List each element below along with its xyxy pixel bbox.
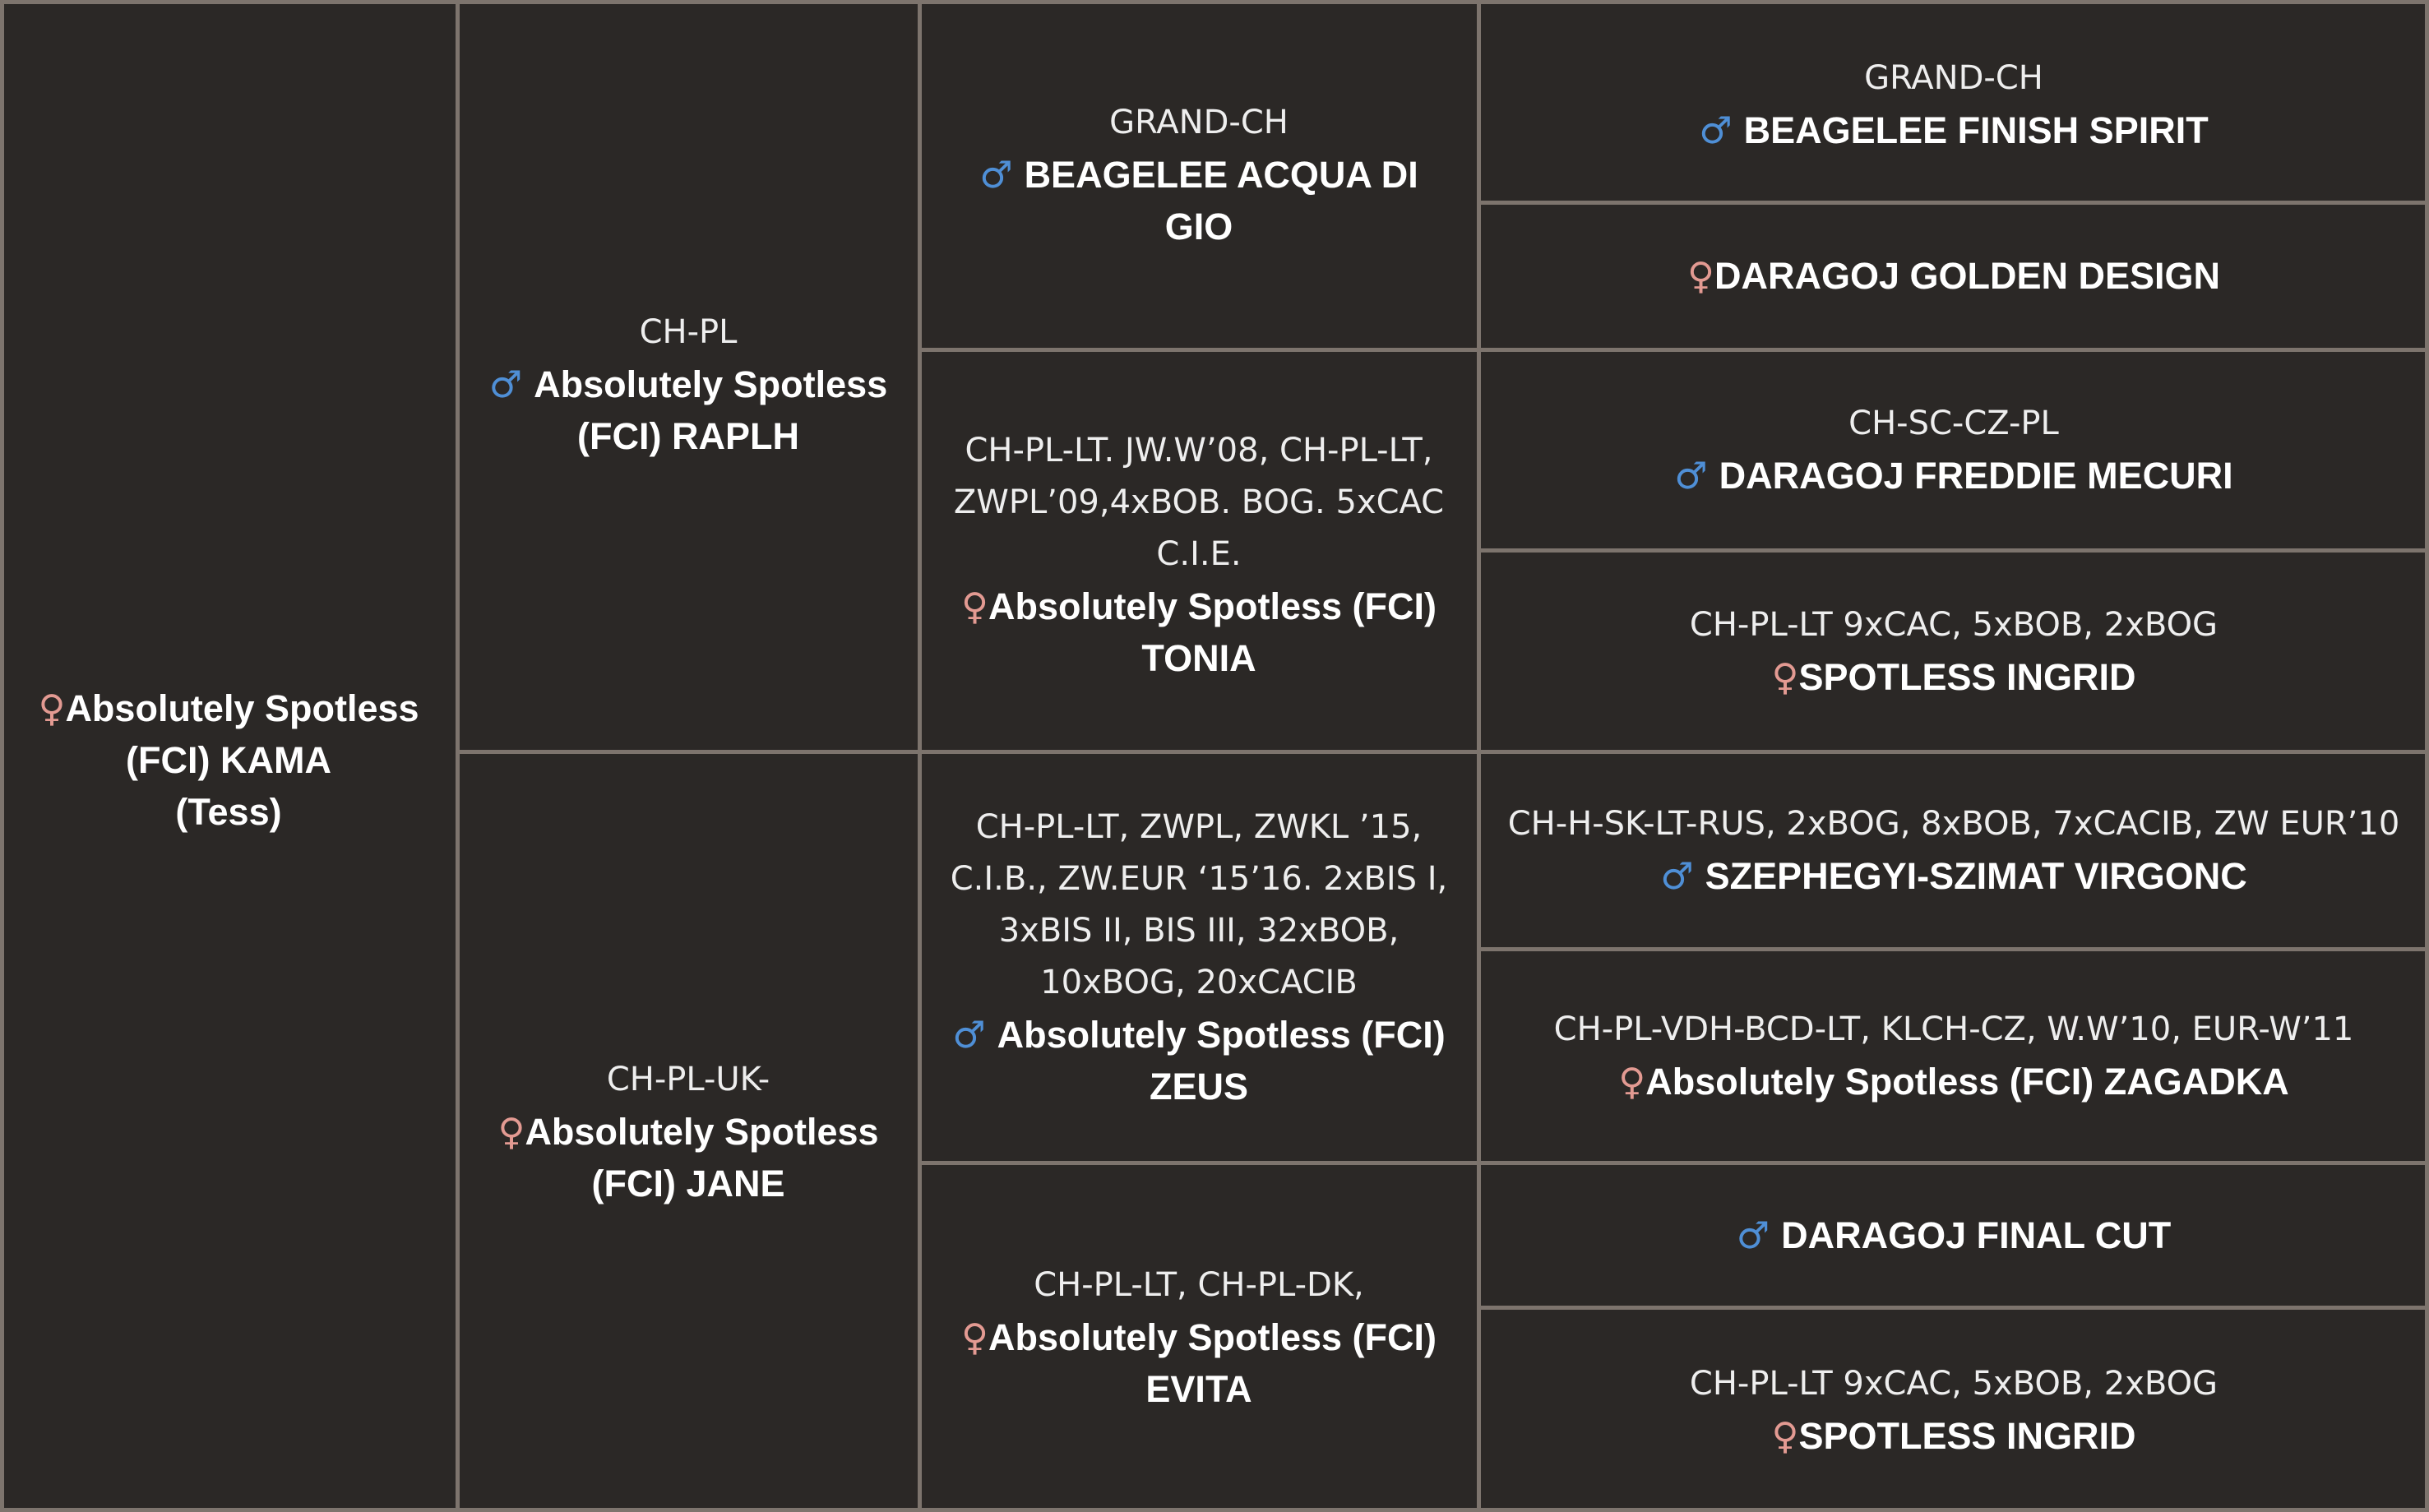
ggp-name-5: SZEPHEGYI-SZIMAT VIRGONC — [1705, 855, 2247, 897]
dam-sire-title: CH-PL-LT, ZWPL, ZWKL ’15, C.I.B., ZW.EUR ‘15’16. 2xBIS I, 3xBIS II, BIS III, 32xBOB, 10xBOG, 20xCACIB — [950, 808, 1448, 1001]
ggp-name-line-1 — [1699, 104, 2208, 156]
sire-dam-name-line — [944, 580, 1454, 684]
ggp-name-line-3 — [1674, 450, 2232, 502]
male-icon: ♂ — [1674, 454, 1708, 497]
sire-name-line — [472, 358, 905, 462]
ggp-name-line-6 — [1618, 1056, 2289, 1107]
dam-sire-name-line — [939, 1009, 1459, 1112]
ggp-name-7: DARAGOJ FINAL CUT — [1781, 1214, 2172, 1256]
ggp-cell-2 — [1478, 202, 2429, 349]
sire-sire-name: BEAGELEE ACQUA DI GIO — [1024, 154, 1418, 247]
row-divider — [1478, 1306, 2429, 1310]
ggp-name-line-2 — [1687, 250, 2220, 302]
sire-name: Absolutely Spotless (FCI) RAPLH — [534, 363, 888, 457]
row-divider — [1478, 201, 2429, 205]
ggp-name-line-8 — [1771, 1410, 2135, 1462]
ggp-name-6: Absolutely Spotless (FCI) ZAGADKA — [1645, 1061, 2289, 1103]
sire-sire-name-line — [952, 149, 1446, 252]
ggp-name-line-5 — [1660, 850, 2247, 902]
ggp-cell-8 — [1478, 1307, 2429, 1512]
subject-cell — [0, 0, 457, 1512]
ggp-name-4: SPOTLESS INGRID — [1798, 655, 2136, 698]
dam-dam-cell — [919, 1163, 1478, 1512]
outer-border-top — [0, 0, 2429, 4]
ggp-cell-6 — [1478, 949, 2429, 1163]
column-divider — [1477, 0, 1481, 1512]
sire-dam-name: Absolutely Spotless (FCI) TONIA — [988, 585, 1437, 679]
sire-sire-title: GRAND-CH — [1109, 104, 1289, 141]
ggp-cell-5 — [1478, 751, 2429, 949]
ggp-cell-1 — [1478, 0, 2429, 202]
dam-dam-name: Absolutely Spotless (FCI) EVITA — [988, 1316, 1437, 1410]
subject-name: Absolutely Spotless (FCI) KAMA — [65, 687, 419, 781]
male-icon: ♂ — [1699, 109, 1733, 152]
subject-name-line — [15, 682, 442, 786]
male-icon: ♂ — [979, 153, 1013, 197]
dam-dam-name-line — [934, 1311, 1464, 1415]
sire-sire-cell — [919, 0, 1478, 349]
dam-cell — [457, 751, 919, 1512]
column-divider — [456, 0, 460, 1512]
female-icon: ♀ — [1771, 1413, 1799, 1458]
female-icon: ♀ — [960, 1315, 988, 1359]
ggp-name-1: BEAGELEE FINISH SPIRIT — [1743, 109, 2209, 151]
ggp-title-6: CH-PL-VDH-BCD-LT, KLCH-CZ, W.W’10, EUR-W’11 — [1553, 1010, 2354, 1048]
female-icon: ♀ — [497, 1110, 525, 1154]
ggp-name-3: DARAGOJ FREDDIE MECURI — [1719, 455, 2233, 497]
ggp-cell-3 — [1478, 349, 2429, 550]
dam-title: CH-PL-UK- — [606, 1061, 770, 1098]
ggp-title-8: CH-PL-LT 9xCAC, 5xBOB, 2xBOG — [1689, 1364, 2218, 1403]
female-icon: ♀ — [1771, 654, 1799, 699]
dam-sire-name: Absolutely Spotless (FCI) ZEUS — [997, 1014, 1446, 1107]
ggp-title-3: CH-SC-CZ-PL — [1848, 405, 2059, 442]
ggp-name-8: SPOTLESS INGRID — [1798, 1414, 2136, 1457]
dam-dam-title: CH-PL-LT, CH-PL-DK, — [1034, 1266, 1364, 1304]
male-icon: ♂ — [1736, 1213, 1770, 1257]
outer-border-left — [0, 0, 4, 1512]
row-divider — [1478, 548, 2429, 553]
outer-border-right — [2425, 0, 2429, 1512]
outer-border-bottom — [0, 1508, 2429, 1512]
subject-call-name: (Tess) — [175, 791, 282, 833]
female-icon: ♀ — [960, 585, 988, 628]
sire-dam-title: CH-PL-LT. JW.W’08, CH-PL-LT, ZWPL’09,4xBOB. BOG. 5xCAC C.I.E. — [953, 432, 1445, 573]
ggp-name-line-4 — [1771, 651, 2135, 703]
column-divider — [918, 0, 922, 1512]
sire-title: CH-PL — [639, 312, 738, 351]
dam-name: Absolutely Spotless (FCI) JANE — [525, 1111, 879, 1205]
female-icon: ♀ — [38, 687, 66, 730]
row-divider — [919, 348, 2429, 352]
row-divider — [457, 750, 2429, 754]
ggp-title-5: CH-H-SK-LT-RUS, 2xBOG, 8xBOB, 7xCACIB, ZW EUR’10 — [1507, 805, 2400, 843]
ggp-name-2: DARAGOJ GOLDEN DESIGN — [1714, 255, 2221, 297]
female-icon: ♀ — [1618, 1060, 1646, 1103]
dam-name-line — [472, 1106, 905, 1209]
male-icon: ♂ — [488, 362, 523, 406]
ggp-title-1: GRAND-CH — [1864, 59, 2043, 97]
sire-dam-cell — [919, 349, 1478, 751]
sire-cell — [457, 0, 919, 751]
row-divider — [919, 1161, 2429, 1165]
ggp-cell-7 — [1478, 1163, 2429, 1307]
male-icon: ♂ — [1660, 854, 1694, 898]
row-divider — [1478, 947, 2429, 951]
ggp-cell-4 — [1478, 550, 2429, 751]
ggp-name-line-7 — [1737, 1209, 2172, 1261]
male-icon: ♂ — [952, 1013, 986, 1057]
dam-sire-cell — [919, 751, 1478, 1163]
female-icon: ♀ — [1686, 254, 1714, 298]
ggp-title-4: CH-PL-LT 9xCAC, 5xBOB, 2xBOG — [1689, 605, 2218, 644]
